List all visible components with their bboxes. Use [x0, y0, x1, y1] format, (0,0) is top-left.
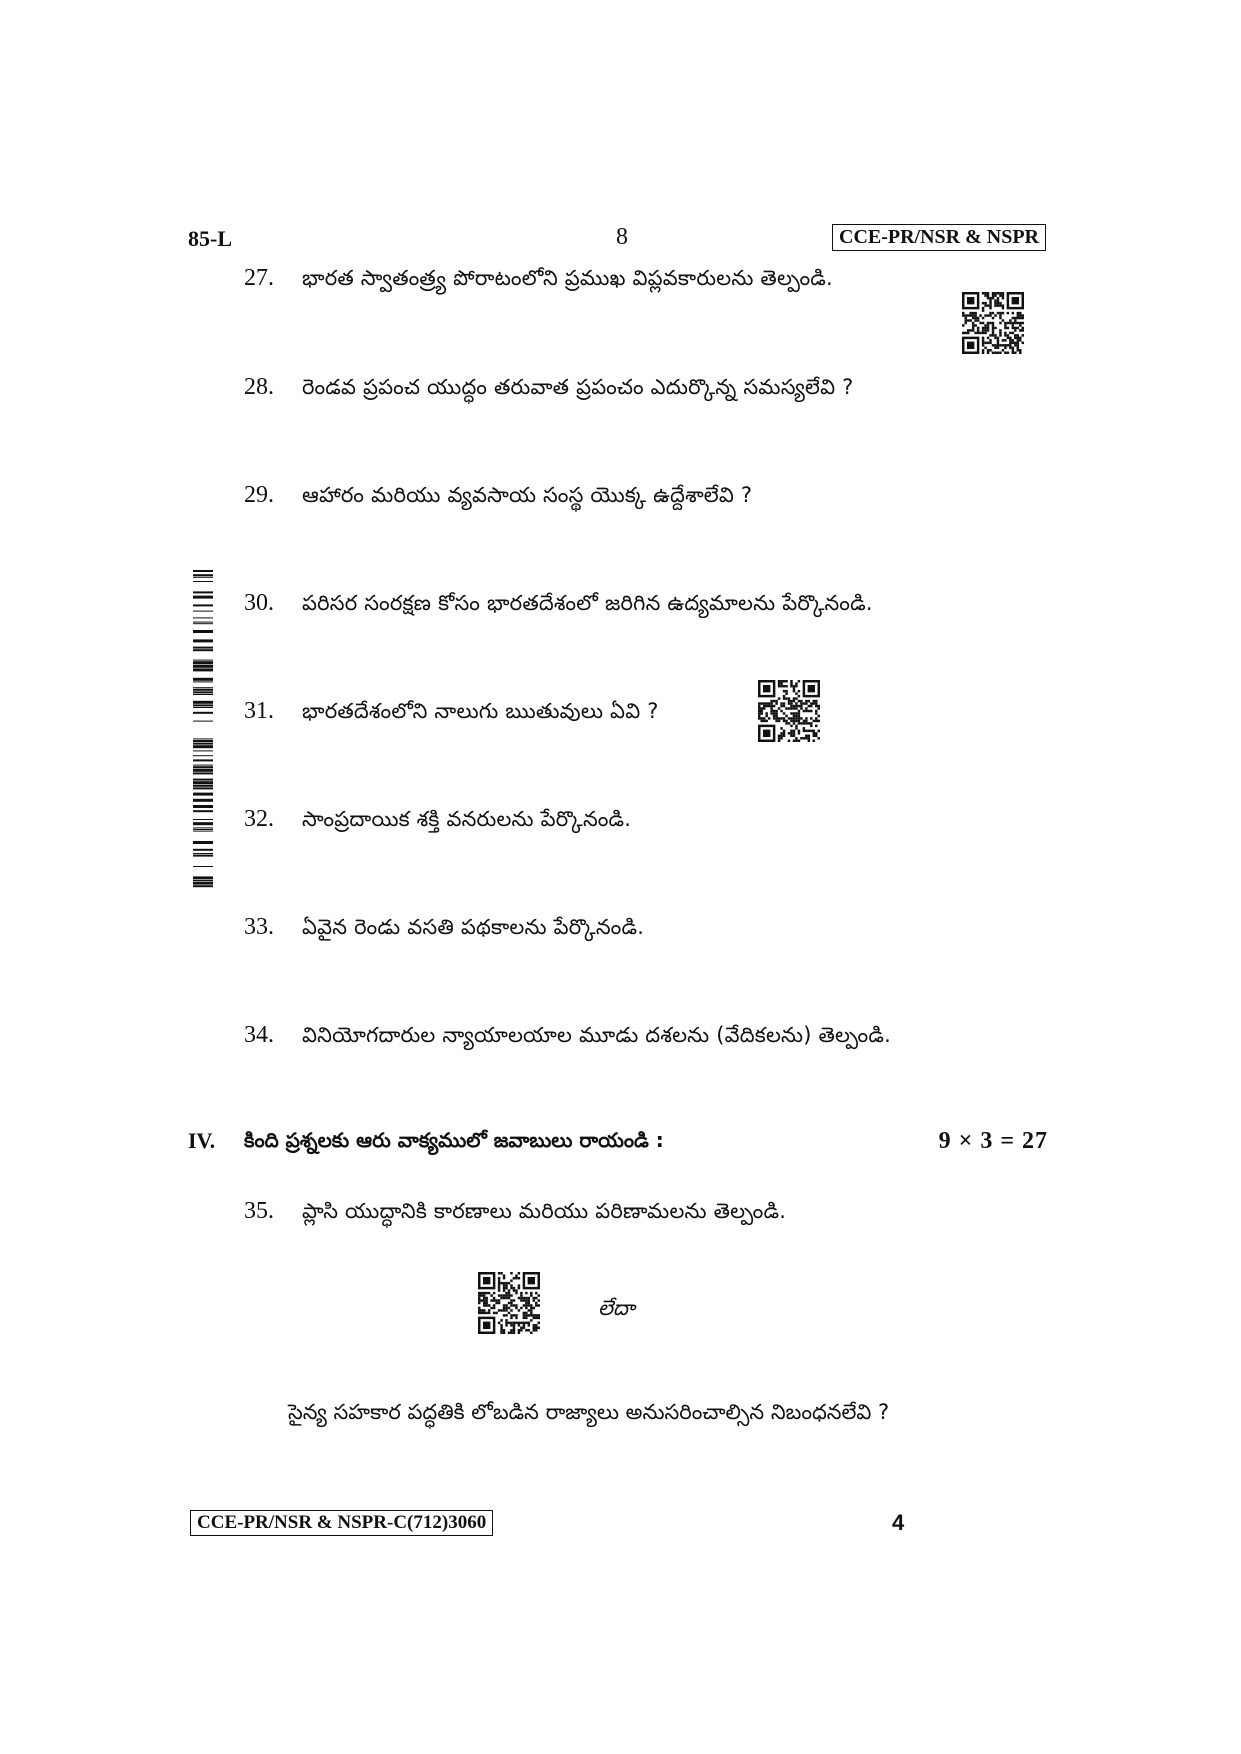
question-number: 33.	[244, 914, 274, 940]
header-right-code: CCE-PR/NSR & NSPR	[832, 224, 1046, 251]
question-29	[244, 482, 752, 513]
question-33	[244, 914, 644, 945]
section-iv-heading	[188, 1128, 1048, 1157]
question-number: 31.	[244, 698, 274, 724]
or-label: లేదా	[598, 1296, 635, 1320]
barcode-image	[193, 570, 213, 890]
question-35-alternative: సైన్య సహకార పద్ధతికి లోబడిన రాజ్యాలు అనుసరించాల్సిన నిబంధనలేవి ?	[288, 1400, 890, 1424]
question-34	[244, 1022, 891, 1053]
question-text: ఏవైన రెండు వసతి పథకాలను పేర్కొనండి.	[302, 915, 645, 939]
section-marks: 9 × 3 = 27	[938, 1128, 1048, 1154]
question-32	[244, 806, 631, 837]
question-number: 34.	[244, 1022, 274, 1048]
qr-code-image	[478, 1272, 540, 1334]
question-30	[244, 590, 873, 621]
question-28	[244, 374, 854, 405]
section-numeral: IV.	[188, 1128, 216, 1153]
footer-code: CCE-PR/NSR & NSPR-C(712)3060	[190, 1510, 493, 1536]
question-text: వినియోగదారుల న్యాయాలయాల మూడు దశలను (వేదికలను) తెల్పండి.	[302, 1023, 892, 1047]
question-text: సాంప్రదాయిక శక్తి వనరులను పేర్కొనండి.	[302, 807, 632, 831]
question-31	[244, 698, 659, 729]
question-35	[244, 1198, 786, 1229]
question-number: 35.	[244, 1198, 274, 1224]
question-number: 28.	[244, 374, 274, 400]
question-text: రెండవ ప్రపంచ యుద్ధం తరువాత ప్రపంచం ఎదుర్కొన్న సమస్యలేవి ?	[302, 375, 854, 399]
question-text: భారతదేశంలోని నాలుగు ఋతువులు ఏవి ?	[302, 699, 659, 723]
sheet-number: 4	[892, 1510, 905, 1535]
question-text: భారత స్వాతంత్ర్య పోరాటంలోని ప్రముఖ విప్లవకారులను తెల్పండి.	[302, 266, 833, 290]
header-left-code: 85-L	[188, 226, 232, 251]
question-27	[244, 265, 833, 296]
question-text: పరిసర సంరక్షణ కోసం భారతదేశంలో జరిగిన ఉద్యమాలను పేర్కొనండి.	[302, 591, 873, 615]
question-text: ఆహారం మరియు వ్యవసాయ సంస్థ యొక్క ఉద్దేశాలేవి ?	[302, 483, 753, 507]
page-number: 8	[616, 224, 628, 250]
section-instruction: కింది ప్రశ్నలకు ఆరు వాక్యములో జవాబులు రాయండి :	[244, 1128, 664, 1152]
question-number: 30.	[244, 590, 274, 616]
qr-code-image	[758, 680, 820, 742]
question-number: 29.	[244, 482, 274, 508]
question-number: 32.	[244, 806, 274, 832]
qr-code-image	[962, 292, 1024, 354]
question-text: ప్లాసి యుద్ధానికి కారణాలు మరియు పరిణామలను తెల్పండి.	[302, 1199, 787, 1223]
question-number: 27.	[244, 265, 274, 291]
